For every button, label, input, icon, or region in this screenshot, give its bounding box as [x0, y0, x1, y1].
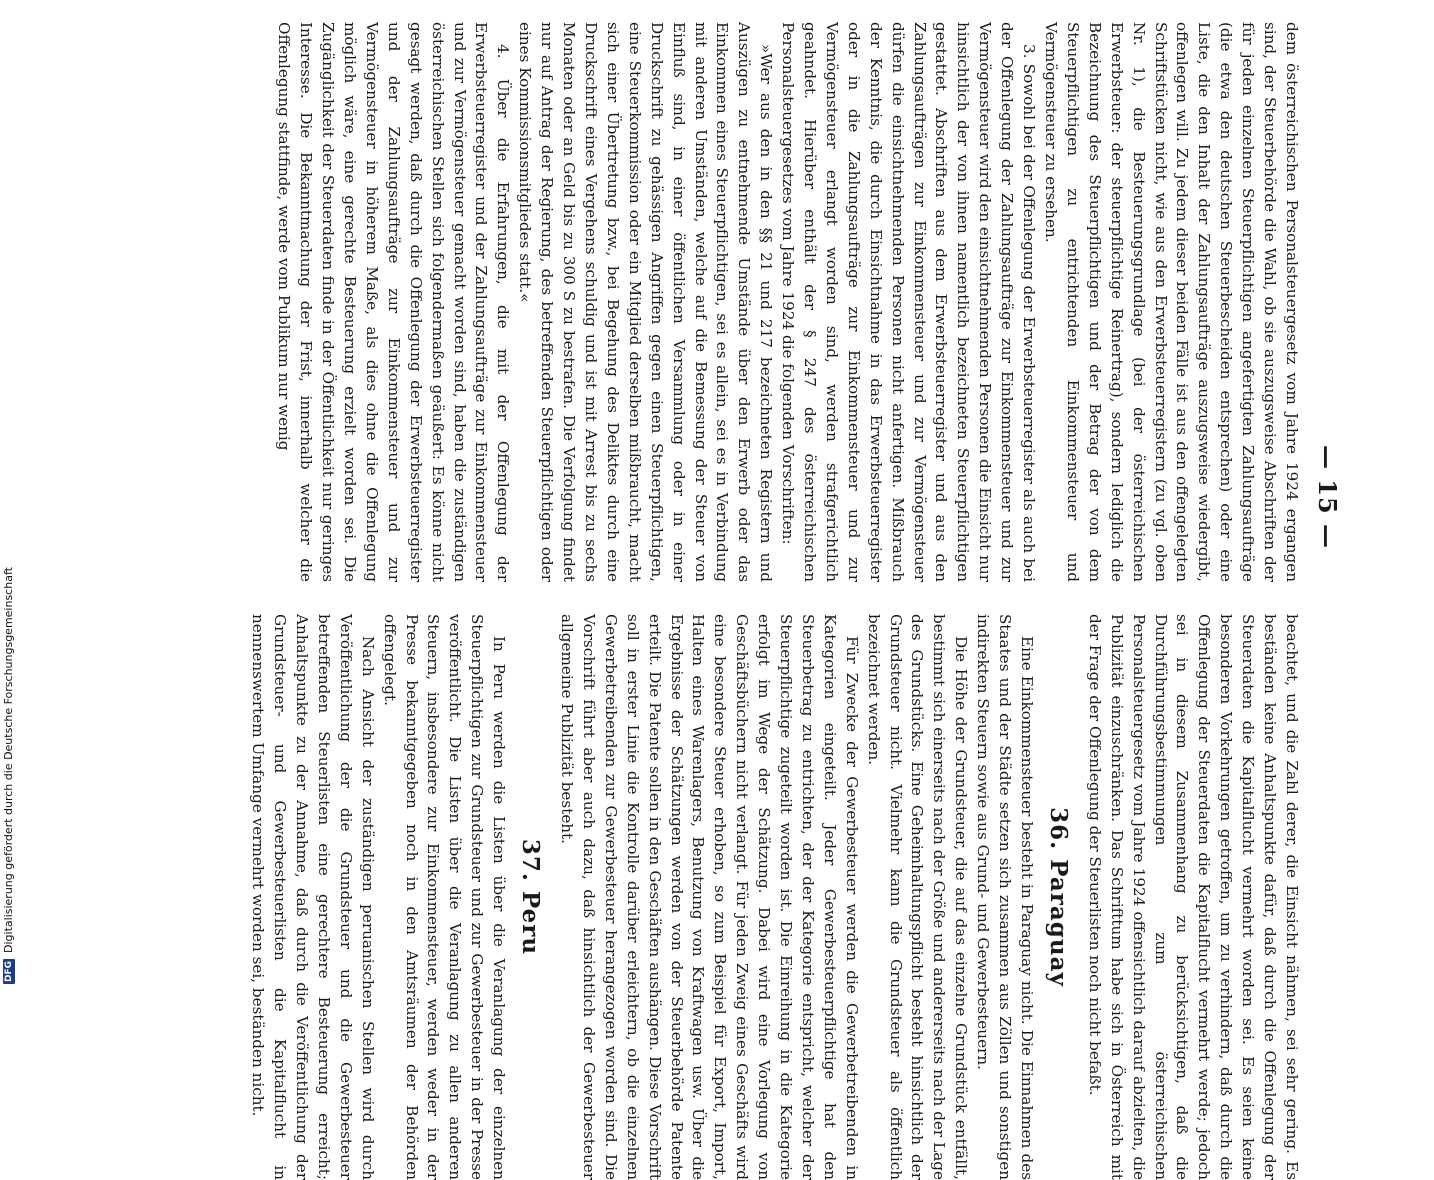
paragraph-continuation: dem österreichischen Personalsteuergesetz vom Jahre 1924 ergangen sind, der Steuerbehörde die Wahl, ob sie auszugsweise Abschriften der für jeden einzelnen Steuerpflichtigen angefertigten Zahlungsaufträge (die etwa den deutschen Steuerbescheiden entsprechen) oder eine Liste, die den Inhalt der Zahlungsaufträge auszugsweise wiedergibt, offenlegen will. Zu jedem dieser beiden Fälle ist aus den offengelegten Schriftstücken nicht, wie aus den Erwerbsteuerregistern (zu vgl. oben Nr. 1), die Besteuerungsgrundlage (bei der österreichischen Erwerbsteuer: der steuerpflichtige Reinertrag), sondern lediglich die Bezeichnung des Steuerpflichtigen und der Betrag der von dem Steuerpflichtigen zu entrichtenden Einkommensteuer und Vermögensteuer zu ersehen.: [1042, 22, 1301, 582]
paraguay-paragraph: Die Höhe der Grundsteuer, die auf das einzelne Grundstück entfällt, bestimmt sich einerseits nach der Größe und andererseits nach der Lage des Grundstücks. Eine Geheimhaltungspflicht besteht hinsichtlich der Grundsteuer nicht. Vielmehr kann die Grundsteuer als öffentlich bezeichnet werden.: [864, 614, 971, 1180]
section-heading-paraguay: 36. Paraguay: [1044, 807, 1072, 987]
right-column: [246, 614, 1302, 1180]
paragraph-4: 4. Über die Erfahrungen, die mit der Offenlegung der Erwerbsteuerregister und der Zahlungsaufträge zur Einkommensteuer und zur Vermögensteuer gemacht worden sind, haben die zuständigen österreichischen Stellen sich folgendermaßen geäußert: Es könne nicht gesagt werden, daß durch die Offenlegung der Erwerbsteuerregister und der Zahlungsaufträge zur Einkommensteuer und zur Vermögensteuer in höherem Maße, als dies ohne die Offenlegung möglich wäre, eine gerechte Besteuerung erzielt worden sei. Die Zugänglichkeit der Steuerdaten finde in der Öffentlichkeit nur geringes Interesse. Die Bekanntmachung der Frist, innerhalb welcher die Offenlegung stattfinde, werde vom Publikum nur wenig: [275, 22, 513, 582]
document-page: [154, 14, 1344, 1180]
peru-paragraph: Nach Ansicht der zuständigen peruanischen Stellen wird durch Veröffentlichung der die Grundsteuer und die Gewerbesteuer betreffenden Steuerlisten eine gerechtere Besteuerung erreicht; Anhaltspunkte zu der Annahme, daß durch die Veröffentlichung der Grundsteuer- und Gewerbesteuerlisten die Kapitalflucht in nennenswertem Umfange vermehrt worden sei, beständen nicht.: [249, 614, 377, 1180]
page-number: — 15 —: [1313, 444, 1342, 550]
paraguay-paragraph: Für Zwecke der Gewerbesteuer werden die Gewerbetreibenden in Kategorien eingeteilt. Jeder Gewerbesteuerpflichtige hat den Steuerbetrag zu entrichten, der der Kategorie entspricht, welcher der Steuerpflichtige zugeteilt worden ist. Die Einreihung in die Kategorie erfolgt im Wege der Schätzung. Dabei wird eine Vorlegung von Geschäftsbüchern nicht verlangt. Für jeden Zweig eines Geschäfts wird eine besondere Steuer erhoben, so zum Beispiel für Export, Import, Halten eines Warenlagers, Benutzung von Kraftwagen usw. Über die Ergebnisse der Schätzungen werden von der Steuerbehörde Patente erteilt. Die Patente sollen in den Geschäften aushängen. Diese Vorschrift soll in erster Linie die Kontrolle darüber erleichtern, ob die einzelnen Gewerbetreibenden zur Gewerbesteuer herangezogen worden sind. Die Vorschrift führt aber auch dazu, daß hinsichtlich der Gewerbesteuer allgemeine Publizität besteht.: [558, 614, 861, 1180]
dfg-logo: DFG: [4, 960, 14, 982]
digitization-credit: [0, 0, 18, 1000]
digitization-credit-text: Digitalisierung gefördert durch die Deutsche Forschungsgemeinschaft: [2, 567, 15, 953]
section-heading-peru: 37. Peru: [517, 838, 545, 956]
paragraph-3: 3. Sowohl bei der Offenlegung der Erwerbsteuerregister als auch bei der Offenlegung der Zahlungsaufträge zur Einkommensteuer und zur Vermögensteuer wird den einsichtnehmenden Personen die Einsicht nur hinsichtlich der von ihnen namentlich bezeichneten Steuerpflichtigen gestattet. Abschriften aus dem Erwerbsteuerregister und aus den Zahlungsaufträgen zur Einkommensteuer und zur Vermögensteuer dürfen die einsichtnehmenden Personen nicht anfertigen. Mißbrauch der Kenntnis, die durch Einsichtnahme in das Erwerbsteuerregister oder in die Zahlungsaufträge zur Einkommensteuer und zur Vermögensteuer erlangt worden sind, werden strafgerichtlich geahndet. Hierüber enthält der § 247 des österreichischen Personalsteuergesetzes vom Jahre 1924 die folgenden Vorschriften:: [779, 22, 1039, 582]
quoted-statute: »Wer aus den in den §§ 21 und 217 bezeichneten Registern und Auszügen zu entnehmende Umstände über den Erwerb oder das Einkommen eines Steuerpflichtigen, sei es allein, sei es in Verbindung mit anderen Umständen, welche auf die Bemessung der Steuer von Einfluß sind, in einer öffentlichen Versammlung oder in einer Druckschrift zu gehässigen Angriffen gegen einen Steuerpflichtigen, eine Steuerkommission oder ein Mitglied derselben mißbraucht, macht sich einer Übertretung bzw., bei Begehung des Deliktes durch eine Druckschrift eines Vergehens schuldig und ist mit Arrest bis zu sechs Monaten oder an Geld bis zu 300 S zu bestrafen. Die Verfolgung findet nur auf Antrag der Regierung, des betreffenden Steuerpflichtigen oder eines Kommissionsmitgliedes statt.«: [516, 22, 776, 582]
left-column: [272, 22, 1302, 582]
paragraph-continuation-right: beachtet, und die Zahl derer, die Einsicht nähmen, sei sehr gering. Es beständen keine Anhaltspunkte dafür, daß durch die Offenlegung der Steuerdaten die Kapitalflucht vermehrt worden sei. Es seien keine besonderen Vorkehrungen getroffen, um zu verhindern, daß durch die Offenlegung der Steuerdaten die Kapitalflucht vermehrt werde; jedoch sei in diesem Zusammenhang zu berücksichtigen, daß die Durchführungsbestimmungen zum österreichischen Personalsteuergesetz vom Jahre 1924 offensichtlich darauf abzielten, die Publizität einzuschränken. Das Schrifttum habe sich in Österreich mit der Frage der Offenlegung der Steuerlisten noch nicht befaßt.: [1085, 614, 1301, 1180]
paraguay-paragraph: Eine Einkommensteuer besteht in Paraguay nicht. Die Einnahmen des Staates und der Städte setzen sich zusammen aus Zöllen und sonstigen indirekten Steuern sowie aus Grund- und Gewerbesteuern.: [974, 614, 1037, 1180]
peru-paragraph: In Peru werden die Listen über die Veranlagung der einzelnen Steuerpflichtigen zur Grundsteuer und zur Gewerbesteuer in der Presse veröffentlicht. Die Listen über die Veranlagung zu allen anderen Steuern, insbesondere zur Einkommensteuer, werden weder in der Presse bekanntgegeben noch in den Amtsräumen der Behörden offengelegt.: [380, 614, 509, 1180]
